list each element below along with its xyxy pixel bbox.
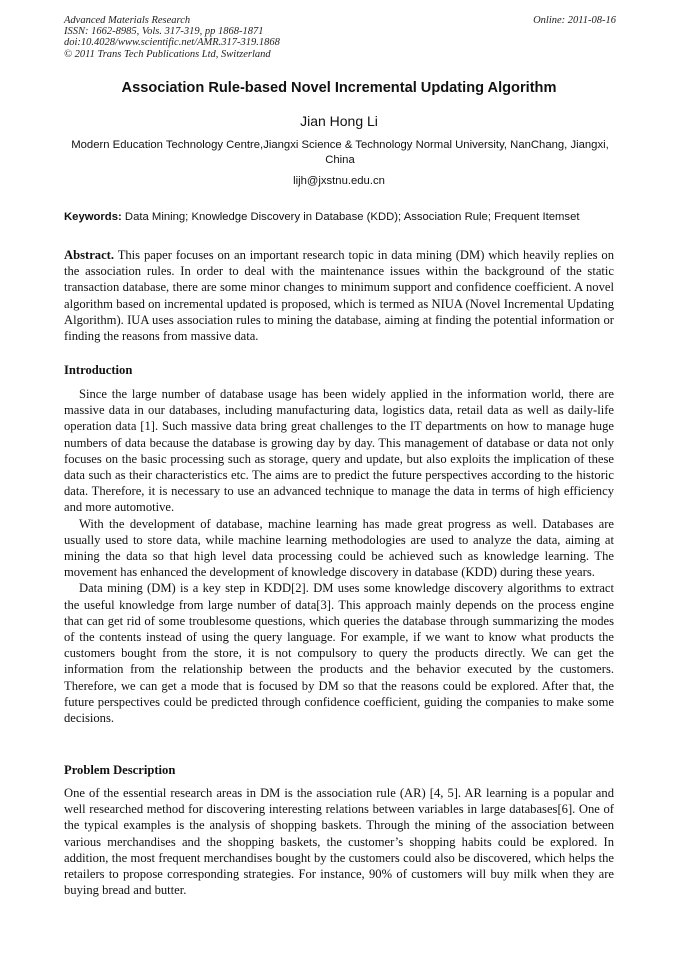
paper-title: Association Rule-based Novel Incremental Updating Algorithm <box>121 80 557 96</box>
abstract-label: Abstract. <box>64 248 115 262</box>
introduction-heading: Introduction <box>64 363 133 377</box>
intro-paragraph-3: Data mining (DM) is a key step in KDD[2]. DM uses some knowledge discovery algorithms to extract the useful knowledge from large number of data[3]. This approach mainly depends on the process engine that can get rid of some troublesome questions, which queries the database through summarizing the modes of the contents instead of using the query language. For example, if we want to know what products the customers bought from the store, it is not compulsory to query the products directly. We can get the information from the relationship between the products and the behavior executed by the customers. Therefore, we can get a mode that is focused by DM so that the reasons could be explored. After that, the future perspectives could be predicted through confidence coefficient, guiding the companies to make some decisions. <box>64 581 614 726</box>
keywords <box>64 210 614 224</box>
copyright-line: © 2011 Trans Tech Publications Ltd, Switzerland <box>64 48 271 60</box>
keywords-label: Keywords: <box>64 211 122 223</box>
journal-name: Advanced Materials Research <box>64 15 191 26</box>
keywords-text: Data Mining; Knowledge Discovery in Database (KDD); Association Rule; Frequent Itemset <box>124 211 580 223</box>
abstract-text: This paper focuses on an important research topic in data mining (DM) which heavily replies on the association rules. In order to deal with the maintenance issues within the background of the static transaction database, there are some minor changes to minimum support and confidence coefficient. A novel algorithm based on incremental updated is proposed, which is termed as NIUA (Novel Incremental Updating Algorithm). IUA uses association rules to mining the database, aiming at finding the potential information or finding the reasons from massive data. <box>64 248 614 344</box>
author-name: Jian Hong Li <box>300 113 378 129</box>
journal-header <box>64 15 616 60</box>
issn-line: ISSN: 1662-8985, Vols. 317-319, pp 1868-1871 <box>64 26 264 38</box>
affiliation: Modern Education Technology Centre,Jiangxi Science & Technology Normal University, NanChang, Jiangxi, China <box>71 139 609 166</box>
intro-paragraph-1: Since the large number of database usage has been widely applied in the information world, there are massive data in our databases, including manufacturing data, logistics data, retail data as well as daily-life operation data [1]. Such massive data bring great challenges to the IT departments on how to manage huge numbers of data because the database is growing day by day. This management of database or data not only focuses on the basic processing such as storage, query and update, but also exploits the implication of these data such as their characteristics etc. The aims are to predict the future perspectives according to the historic data. Therefore, it is necessary to use an advanced technique to manage the data in terms of high efficiency and more automotive. <box>64 387 614 515</box>
online-date: Online: 2011-08-16 <box>533 15 616 26</box>
doi-line: doi:10.4028/www.scientific.net/AMR.317-319.1868 <box>64 37 280 49</box>
problem-paragraph-1: One of the essential research areas in DM is the association rule (AR) [4, 5]. AR learning is a popular and well researched method for discovering interesting relations between variables in large databases[6]. One of the typical examples is the analysis of shopping baskets. Through the mining of the association between various merchandises and the shopping baskets, the customer’s shopping habits could be explored. In addition, the most frequent merchandises bought by the customers could also be discovered, which helps the retailers to propose corresponding strategies. For instance, 90% of customers will buy milk when they are buying bread and butter. <box>64 786 614 898</box>
introduction-body <box>64 386 614 726</box>
problem-body <box>64 785 614 898</box>
author-email: lijh@jxstnu.edu.cn <box>293 175 385 187</box>
abstract <box>64 247 614 344</box>
intro-paragraph-2: With the development of database, machine learning has made great progress as well. Databases are usually used to store data, while machine learning methodologies are used to analyze the data, aiming at mining the data so that high level data processing could be achieved such as knowledge learning. The movement has enhanced the development of knowledge discovery in database (KDD) during these years. <box>64 516 614 580</box>
problem-heading: Problem Description <box>64 763 176 777</box>
